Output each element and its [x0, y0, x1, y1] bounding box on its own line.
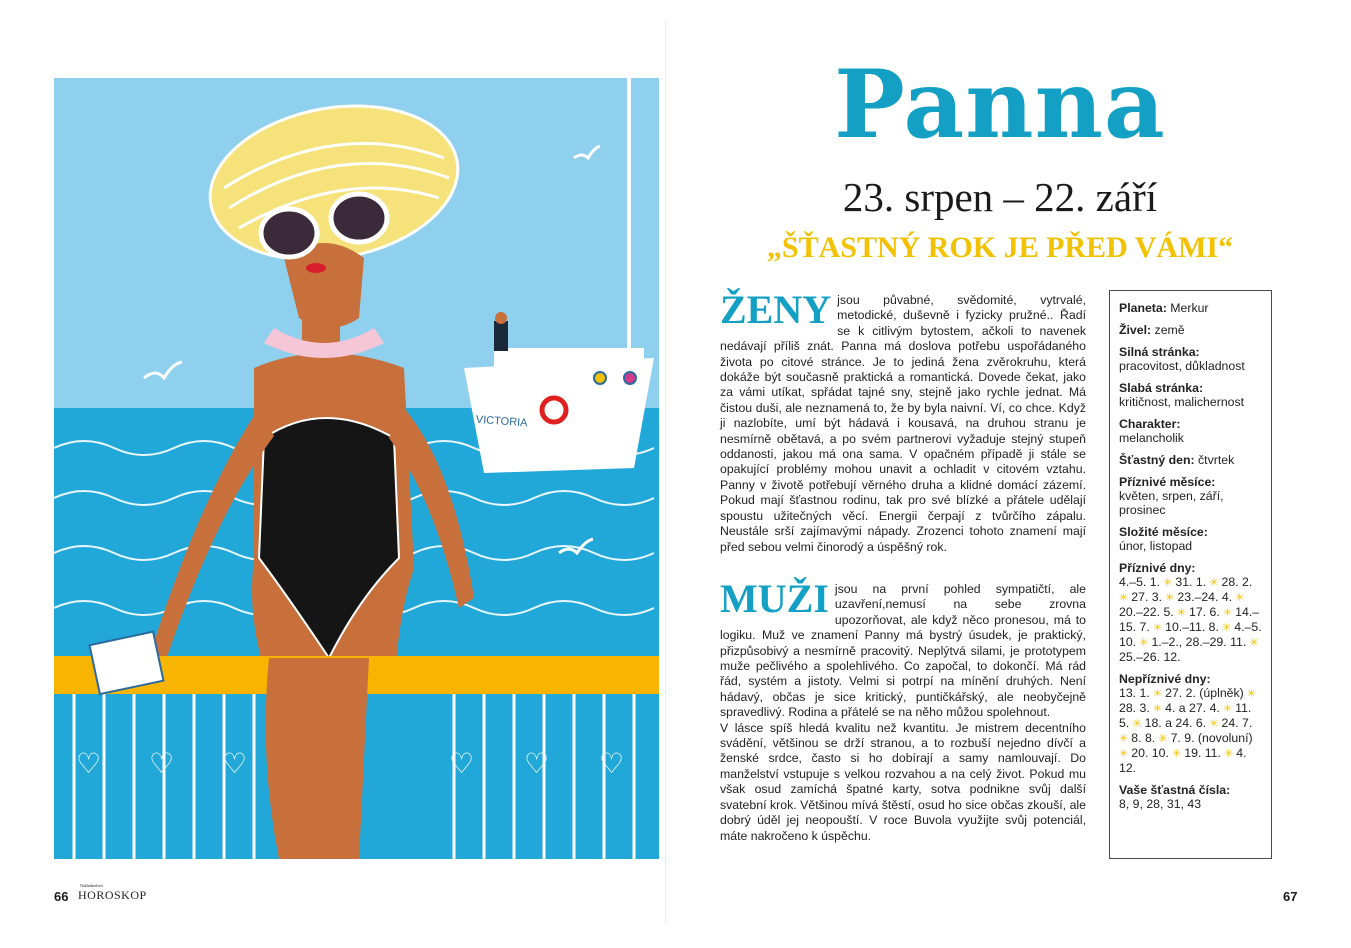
good-days-item: 31. 1.: [1175, 575, 1207, 589]
star-separator-icon: ✳: [1246, 637, 1259, 649]
good-days-item: 27. 3.: [1131, 590, 1163, 604]
bad-days-item: 4. 12.: [1119, 746, 1247, 775]
info-good-months: Příznivé měsíce: květen, srpen, září, prosinec: [1119, 475, 1224, 517]
info-lucky-day: Šťastný den: čtvrtek: [1119, 453, 1235, 467]
star-separator-icon: ✳: [1219, 607, 1236, 619]
star-separator-icon: ✳: [1206, 718, 1222, 730]
svg-text:♡: ♡: [449, 747, 475, 780]
star-separator-icon: ✳: [1149, 703, 1166, 715]
good-days-item: 4.–5. 1.: [1119, 575, 1161, 589]
bad-days-list: [1119, 686, 1263, 775]
magazine-logo-name: HOROSKOP: [78, 888, 147, 902]
svg-text:♡: ♡: [222, 747, 248, 780]
star-separator-icon: ✳: [1129, 718, 1145, 730]
info-strength: Silná stránka: pracovitost, důkladnost: [1119, 345, 1245, 373]
spread-fold: [665, 20, 666, 925]
svg-text:♡: ♡: [524, 747, 550, 780]
bad-days-item: 7. 9. (novoluní): [1170, 731, 1253, 745]
star-separator-icon: ✳: [1160, 577, 1176, 589]
info-box: [1109, 290, 1272, 859]
star-separator-icon: ✳: [1119, 733, 1132, 745]
star-separator-icon: ✳: [1119, 748, 1132, 760]
info-bad-days: Nepříznivé dny: 13. 1. ✳ 27. 2. (úplněk) ✳ 28. 3. ✳ 4. a 27. 4. ✳ 11. 5. ✳ 18. a 24. 6. ✳ 24. 7. ✳ 8. 8. ✳ 7. 9. (novoluní) ✳ 20. 10. ✳ 19. 11. ✳ 4. 12.: [1119, 672, 1263, 775]
svg-text:♡: ♡: [599, 747, 625, 780]
bad-days-item: 8. 8.: [1131, 731, 1156, 745]
bad-days-item: 18. a 24. 6.: [1144, 716, 1207, 730]
women-heading: ŽENY: [720, 287, 832, 332]
boat-name: VICTORIA: [475, 413, 528, 430]
bad-days-item: 13. 1.: [1119, 686, 1150, 700]
star-separator-icon: ✳: [1149, 688, 1166, 700]
star-separator-icon: ✳: [1162, 592, 1178, 604]
star-separator-icon: ✳: [1136, 637, 1152, 649]
illustration: [54, 78, 659, 859]
good-days-list: [1119, 575, 1263, 664]
star-separator-icon: ✳: [1155, 733, 1171, 745]
bad-days-item: 4. a 27. 4.: [1165, 701, 1220, 715]
men-text: jsou na první pohled sympatičtí, ale uzavření,nemusí na sebe zrovna upozorňovat, ale když něco pronesou, má to logiku. Muž ve znamení Panny má bystrý úsudek, je praktický, přizpůsobivý a nesmírně pracovitý. Neplýtvá silami, je prototypem muže pečlivého a spolehlivého. Co započal, to dokončí. Má rád řád, systém a jistoty. Velmi si potrpí na mínění druhých. Není hádavý, občas je sice kritický, puntičkářský, ale neobyčejně spravedlivý. Rodina a přátelé se na něho můžou spolehnout.: [720, 582, 1086, 720]
article-men: [720, 576, 1086, 844]
star-separator-icon: ✳: [1173, 607, 1190, 619]
star-separator-icon: ✳: [1218, 622, 1235, 634]
bad-days-item: 27. 2. (úplněk): [1165, 686, 1244, 700]
good-days-item: 23.–24. 4.: [1177, 590, 1233, 604]
info-good-days: Příznivé dny: 4.–5. 1. ✳ 31. 1. ✳ 28. 2. ✳ 27. 3. ✳ 23.–24. 4. ✳ 20.–22. 5. ✳ 17. 6. ✳ 14.–15. 7. ✳ 10.–11. 8. ✳ 4.–5. 10. ✳ 1.–2., 28.–29. 11. ✳ 25.–26. 12.: [1119, 561, 1262, 664]
svg-text:♡: ♡: [149, 747, 175, 780]
svg-text:♡: ♡: [76, 747, 102, 780]
bad-days-item: 28. 3.: [1119, 701, 1150, 715]
bad-days-item: 24. 7.: [1221, 716, 1253, 730]
magazine-logo: [78, 883, 147, 903]
sign-title: Panna: [834, 50, 1166, 160]
info-planet: Planeta: Merkur: [1119, 301, 1209, 315]
info-character: Charakter: melancholik: [1119, 417, 1184, 445]
star-separator-icon: ✳: [1168, 748, 1185, 760]
star-separator-icon: ✳: [1220, 748, 1237, 760]
good-days-item: 28. 2.: [1221, 575, 1253, 589]
men-text-2: V lásce spíš hledá kvalitu než kvantitu. Je mistrem decentního svádění, většinou se drží stranou, a to rozbuší nejedno dívčí a ženské srdce, často si ho dobírají a samy namlouvají. Do manželství vstupuje s velkou rozvahou a na celý život. Pokud mu však osud zamíchá špatné karty, sotva podnikne svůj další svatební krok. Většinou mívá štěstí, osud ho sice občas zkouší, ale dobrý úděl jej neopouští. V roce Buvola využijte svůj potenciál, máte nakročeno k úspěchu.: [720, 720, 1086, 843]
page-number-left: 66: [54, 889, 69, 904]
sign-dates: 23. srpen – 22. září: [842, 174, 1158, 220]
bad-days-item: 11. 5.: [1119, 701, 1252, 730]
info-lucky-numbers: Vaše šťastná čísla: 8, 9, 28, 31, 43: [1119, 783, 1231, 811]
star-separator-icon: ✳: [1219, 703, 1236, 715]
magazine-logo-small: Nakladatelství: [80, 883, 104, 888]
info-hard-months: Složité měsíce: únor, listopad: [1119, 525, 1208, 553]
women-text: jsou půvabné, svědomité, vytrvalé, metodické, duševně i fyzicky pružné.. Řadí se k citlivým bytostem, ačkoli to navenek nedávají příliš znát. Panna má doslova potřebu uspořádaného života po citové stránce. Je to jediná žena zvěrokruhu, která dokáže být současně praktická a romantická. Dovede čekat, jako za vámi utíkat, spřádat tajné sny, stejně jako rychle jednat. Má čistou duši, ale neznamená to, že by byla naivní. Ví, co chce. Když ji nazlobíte, umí být hádavá i kousavá, na druhou stranu je nesmírně obětavá, a po svém partnerovi vyžaduje stejný stupeň oddanosti, jakou má ona sama. V opačném případě ji stále se opakující problémy mohou unavit a ochladit v citovém vztahu. Panny v životě potřebují věrného druha a klidné domácí zázemí. Pokud mají šťastnou rodinu, tak pro své blízké a přátele udělají spoustu užitečných věcí. Energii čerpají z tvůrčího zápalu. Neustále srší zajímavými nápady. Zrozenci tohoto znamení mají před sebou velmi činorodý a úspěšný rok.: [720, 293, 1086, 554]
star-separator-icon: ✳: [1119, 592, 1132, 604]
good-days-item: 14.–15. 7.: [1119, 605, 1260, 634]
good-days-item: 20.–22. 5.: [1119, 605, 1174, 619]
star-separator-icon: ✳: [1243, 688, 1257, 700]
sign-motto: „ŠŤASTNÝ ROK JE PŘED VÁMI“: [766, 231, 1234, 264]
men-heading: MUŽI: [720, 576, 829, 621]
bad-days-item: 19. 11.: [1184, 746, 1221, 760]
page-number-right: 67: [1283, 889, 1298, 904]
good-days-item: 17. 6.: [1189, 605, 1220, 619]
good-days-item: 10.–11. 8.: [1165, 620, 1219, 634]
bad-days-item: 20. 10.: [1131, 746, 1169, 760]
good-days-item: 25.–26. 12.: [1119, 650, 1181, 664]
article-women: [720, 287, 1086, 555]
info-element: Živel: země: [1119, 323, 1185, 337]
star-separator-icon: ✳: [1149, 622, 1166, 634]
good-days-item: 1.–2., 28.–29. 11.: [1151, 635, 1247, 649]
star-separator-icon: ✳: [1206, 577, 1222, 589]
info-weakness: Slabá stránka: kritičnost, malichernost: [1119, 381, 1245, 409]
good-days-item: 4.–5. 10.: [1119, 620, 1262, 649]
star-separator-icon: ✳: [1232, 592, 1245, 604]
